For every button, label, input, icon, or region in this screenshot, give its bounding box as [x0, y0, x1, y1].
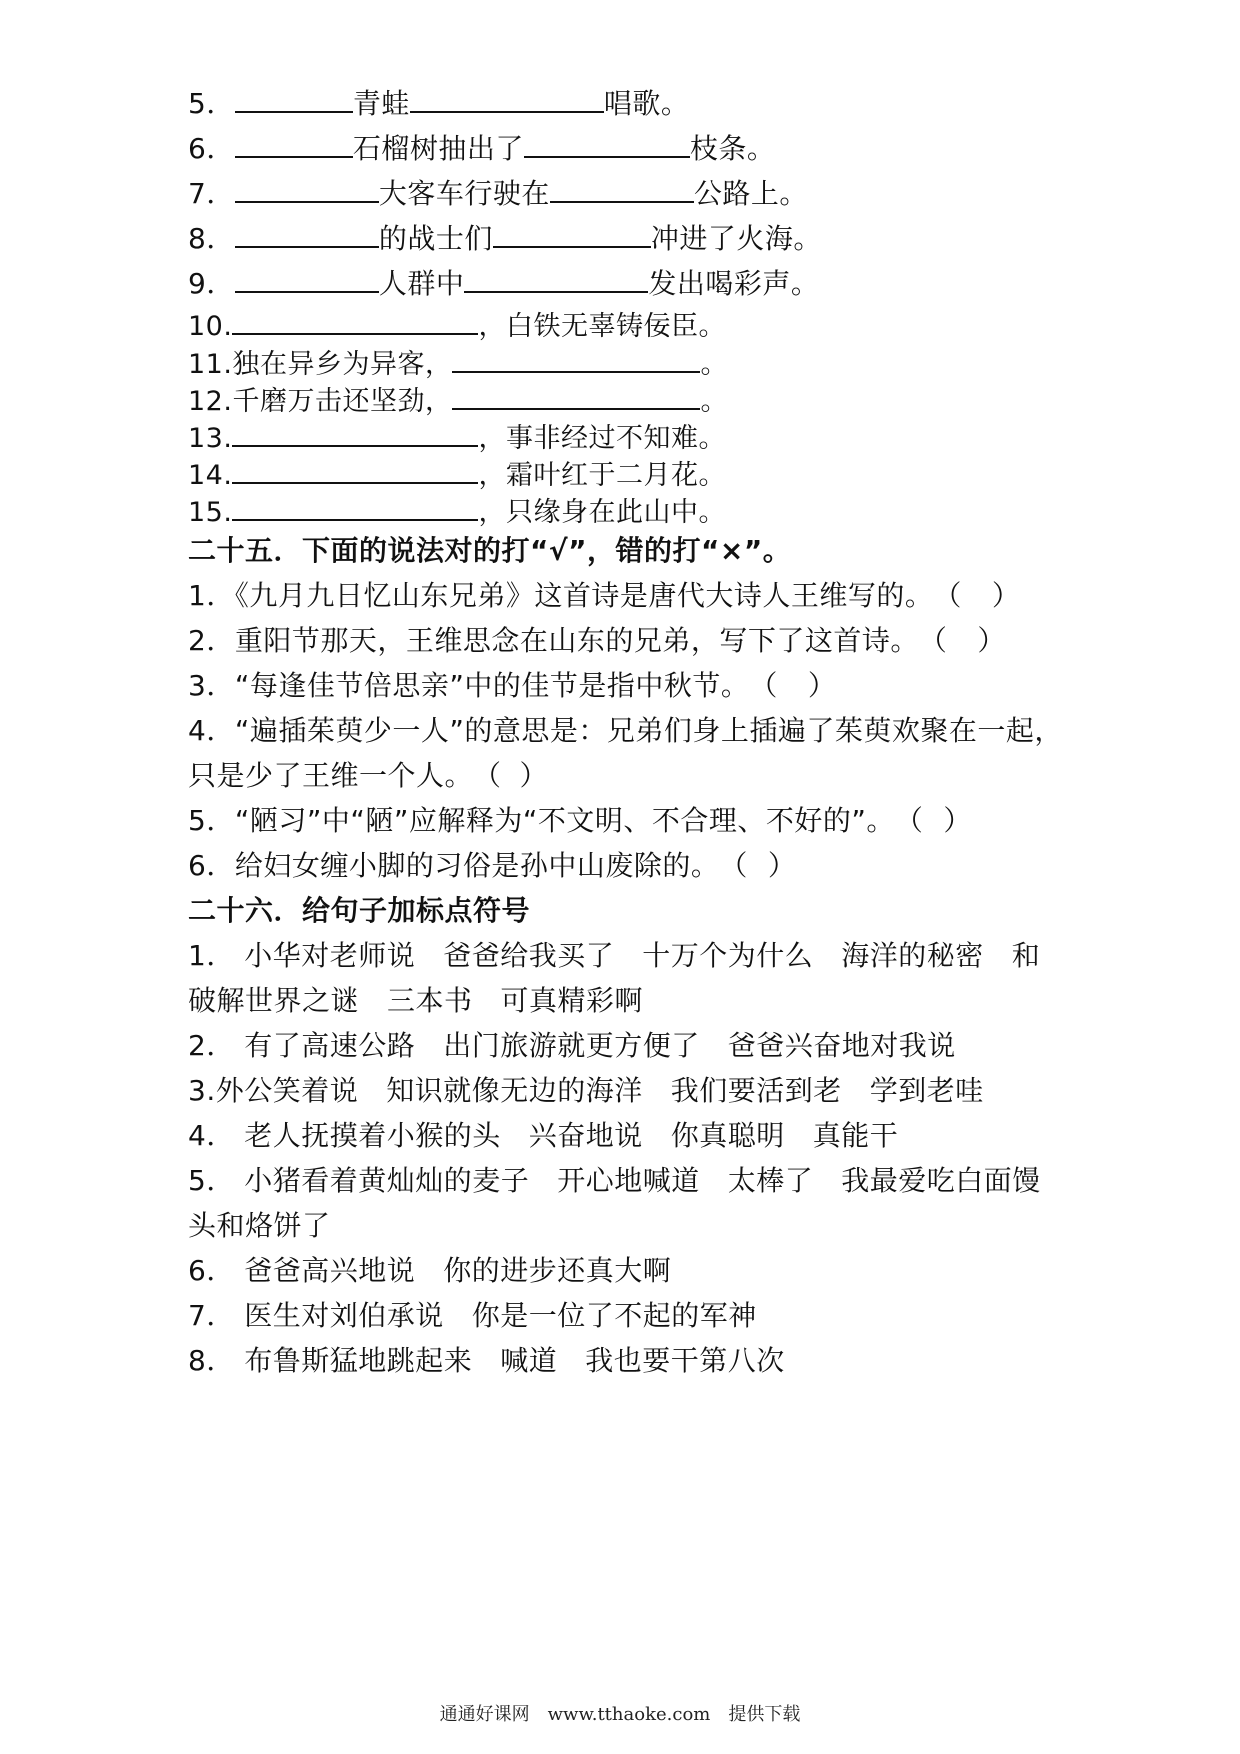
sentence-segment: 出门旅游就更方便了 — [443, 1029, 700, 1062]
judge-item-3 — [188, 668, 836, 704]
answer-blank[interactable] — [410, 87, 604, 113]
punct-item-3 — [188, 1073, 984, 1109]
punct-item-6 — [188, 1253, 671, 1289]
answer-blank[interactable] — [235, 267, 379, 293]
page-footer: 通通好课网 www.tthaoke.com 提供下载 — [439, 1704, 801, 1725]
answer-blank[interactable] — [232, 458, 478, 484]
punct-item-4 — [188, 1118, 898, 1154]
poem-line-12 — [188, 384, 728, 418]
blank-line-6 — [188, 131, 775, 167]
punct-item-5 — [188, 1163, 1041, 1199]
blank-line-8 — [188, 221, 822, 257]
item-number: 1． — [188, 939, 235, 972]
item-text: 《九月九日忆山东兄弟》这首诗是唐代大诗人王维写的。 — [234, 579, 934, 612]
sentence-segment: 我也要干第八次 — [585, 1344, 785, 1377]
line-text: ，只缘身在此山中。 — [478, 497, 726, 528]
answer-blank[interactable] — [452, 347, 700, 373]
item-text: “每逢佳节倍思亲”中的佳节是指中秋节。 — [234, 669, 750, 702]
poem-line-11 — [188, 347, 728, 381]
blank-line-5 — [188, 86, 689, 122]
judge-item-5 — [188, 803, 972, 839]
punct-item-1-cont — [188, 983, 643, 1019]
answer-blank[interactable] — [232, 495, 478, 521]
item-number: 2． — [188, 1029, 235, 1062]
line-text: 独在异乡为异客， — [232, 349, 453, 380]
answer-blank[interactable] — [235, 87, 353, 113]
punct-item-8 — [188, 1343, 785, 1379]
answer-blank[interactable] — [232, 309, 478, 335]
sentence-segment: 海洋的秘密 — [841, 939, 984, 972]
item-number: 8． — [188, 222, 235, 255]
line-text: 发出喝彩声。 — [648, 267, 820, 300]
sentence-segment: 太棒了 — [727, 1164, 814, 1197]
answer-parens[interactable]: （ ） — [918, 624, 1006, 657]
line-text: 唱歌。 — [603, 87, 690, 120]
item-text: “遍插茱萸少一人”的意思是：兄弟们身上插遍了茱萸欢聚在一起， — [234, 714, 1063, 747]
blank-line-7 — [188, 176, 808, 212]
line-text: 枝条。 — [689, 132, 776, 165]
item-number: 7． — [188, 1299, 235, 1332]
sentence-segment: 爸爸给我买了 — [443, 939, 615, 972]
judge-item-2 — [188, 623, 1006, 659]
answer-blank[interactable] — [232, 421, 478, 447]
judge-item-4 — [188, 713, 1063, 749]
item-number: 1． — [188, 579, 235, 612]
answer-parens[interactable]: （ ） — [719, 849, 797, 882]
item-text: 只是少了王维一个人。 — [188, 759, 474, 792]
line-text: 石榴树抽出了 — [352, 132, 524, 165]
item-text: “陋习”中“陋”应解释为“不文明、不合理、不好的”。 — [234, 804, 895, 837]
item-number: 7． — [188, 177, 235, 210]
section-25-title: 二十五．下面的说法对的打“√”，错的打“×”。 — [188, 534, 792, 567]
item-number: 9． — [188, 267, 235, 300]
judge-item-4-cont — [188, 758, 548, 794]
sentence-segment: 学到老哇 — [869, 1074, 984, 1107]
line-text: ，事非经过不知难。 — [478, 423, 726, 454]
sentence-segment: 你真聪明 — [670, 1119, 785, 1152]
answer-blank[interactable] — [235, 177, 379, 203]
item-number: 15. — [188, 497, 233, 528]
answer-blank[interactable] — [452, 384, 700, 410]
item-number: 5． — [188, 1164, 235, 1197]
sentence-segment: 开心地喊道 — [557, 1164, 700, 1197]
sentence-segment: 布鲁斯猛地跳起来 — [244, 1344, 473, 1377]
sentence-segment: 我最爱吃白面馒 — [841, 1164, 1041, 1197]
line-text: 的战士们 — [378, 222, 493, 255]
answer-parens[interactable]: （ ） — [894, 804, 972, 837]
sentence-segment: 有了高速公路 — [244, 1029, 416, 1062]
sentence-segment: 爸爸兴奋地对我说 — [727, 1029, 956, 1062]
poem-line-14 — [188, 458, 726, 492]
sentence-segment: 三本书 — [387, 984, 473, 1017]
judge-item-1 — [188, 578, 1020, 614]
line-text: ，白铁无辜铸佞臣。 — [478, 311, 726, 342]
punct-item-1 — [188, 938, 1040, 974]
line-text: 青蛙 — [352, 87, 410, 120]
sentence-segment: 十万个为什么 — [642, 939, 814, 972]
sentence-segment: 爸爸高兴地说 — [244, 1254, 416, 1287]
answer-blank[interactable] — [524, 132, 690, 158]
punct-item-2 — [188, 1028, 956, 1064]
sentence-segment: 小猪看着黄灿灿的麦子 — [244, 1164, 530, 1197]
answer-blank[interactable] — [550, 177, 694, 203]
answer-blank[interactable] — [235, 222, 379, 248]
punct-item-7 — [188, 1298, 757, 1334]
sentence-segment: 小华对老师说 — [244, 939, 416, 972]
line-text: 公路上。 — [693, 177, 808, 210]
sentence-segment: 头和烙饼了 — [188, 1209, 331, 1242]
poem-line-15 — [188, 495, 726, 529]
item-number: 13. — [188, 423, 233, 454]
item-number: 6． — [188, 1254, 235, 1287]
item-number: 3. — [188, 1074, 216, 1107]
item-number: 3． — [188, 669, 235, 702]
item-number: 14. — [188, 460, 233, 491]
sentence-segment: 和 — [1011, 939, 1041, 972]
answer-parens[interactable]: （ ） — [749, 669, 837, 702]
punct-item-5-cont — [188, 1208, 331, 1244]
item-text: 给妇女缠小脚的习俗是孙中山废除的。 — [234, 849, 720, 882]
sentence-segment: 知识就像无边的海洋 — [386, 1074, 643, 1107]
poem-line-10 — [188, 309, 726, 343]
line-text: 。 — [700, 386, 728, 417]
item-text: 重阳节那天，王维思念在山东的兄弟，写下了这首诗。 — [234, 624, 919, 657]
sentence-segment: 可真精彩啊 — [500, 984, 644, 1017]
sentence-segment: 医生对刘伯承说 — [244, 1299, 444, 1332]
answer-blank[interactable] — [493, 222, 651, 248]
item-number: 6． — [188, 849, 235, 882]
line-text: 冲进了火海。 — [650, 222, 822, 255]
sentence-segment: 破解世界之谜 — [188, 984, 360, 1017]
answer-blank[interactable] — [464, 267, 648, 293]
item-number: 4． — [188, 714, 235, 747]
item-number: 10. — [188, 311, 233, 342]
sentence-segment: 兴奋地说 — [528, 1119, 643, 1152]
poem-line-13 — [188, 421, 726, 455]
sentence-segment: 外公笑着说 — [215, 1074, 359, 1107]
line-text: ，霜叶红于二月花。 — [478, 460, 726, 491]
line-text: 。 — [700, 349, 728, 380]
line-text: 大客车行驶在 — [378, 177, 550, 210]
item-number: 4． — [188, 1119, 235, 1152]
sentence-segment: 你是一位了不起的军神 — [471, 1299, 757, 1332]
sentence-segment: 你的进步还真大啊 — [443, 1254, 672, 1287]
item-number: 5． — [188, 87, 235, 120]
item-number: 5． — [188, 804, 235, 837]
item-number: 6． — [188, 132, 235, 165]
judge-item-6 — [188, 848, 796, 884]
sentence-segment: 我们要活到老 — [670, 1074, 842, 1107]
sentence-segment: 喊道 — [500, 1344, 558, 1377]
item-number: 8． — [188, 1344, 235, 1377]
sentence-segment: 老人抚摸着小猴的头 — [244, 1119, 501, 1152]
answer-blank[interactable] — [235, 132, 353, 158]
item-number: 2． — [188, 624, 235, 657]
answer-parens[interactable]: （ ） — [473, 759, 549, 792]
answer-parens[interactable]: （ ） — [933, 579, 1021, 612]
line-text: 人群中 — [378, 267, 465, 300]
sentence-segment: 真能干 — [812, 1119, 899, 1152]
item-number: 11. — [188, 349, 233, 380]
item-number: 12. — [188, 386, 233, 417]
line-text: 千磨万击还坚劲， — [232, 386, 453, 417]
blank-line-9 — [188, 266, 819, 302]
section-26-title: 二十六．给句子加标点符号 — [188, 894, 531, 927]
